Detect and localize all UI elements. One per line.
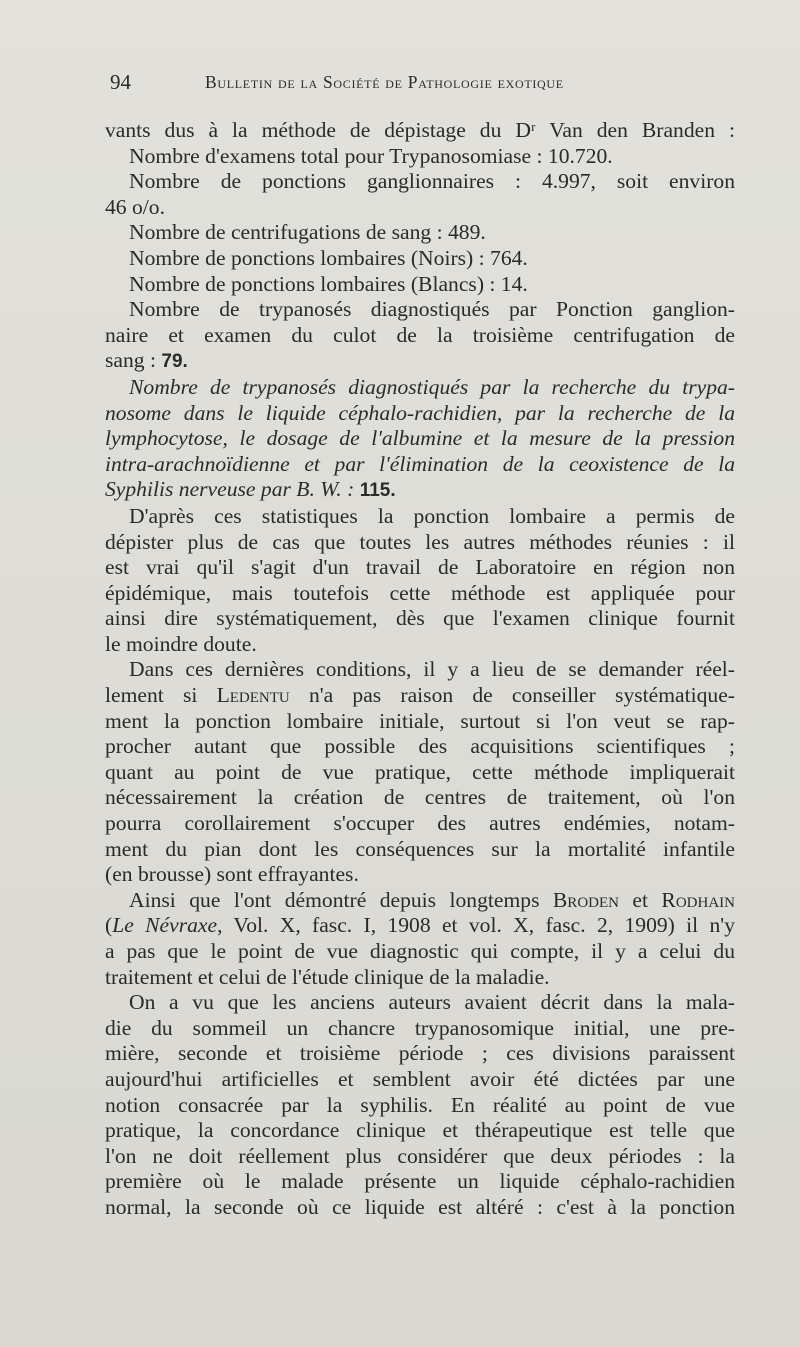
text-line: Nombre de ponctions lombaires (Blancs) : 14. (129, 271, 528, 296)
text-line: nécessairement la création de centres de traitement, où l'on (105, 785, 735, 810)
text-line: Dans ces dernières conditions, il y a lieu de se demander réel- (129, 657, 735, 682)
text-line: dépister plus de cas que toutes les autres méthodes réunies : il (105, 529, 735, 554)
text-line: 46 o/o. (105, 194, 165, 219)
text-line: pourra corollairement s'occuper des autres endémies, notam- (105, 811, 735, 836)
page-header (0, 70, 800, 100)
paragraph-1 (105, 118, 735, 144)
text-line: épidémique, mais toutefois cette méthode est appliquée pour (105, 580, 735, 605)
text-line (105, 477, 735, 504)
paragraph-9 (105, 504, 735, 658)
text-fragment: sang : (105, 348, 162, 373)
text-line: ment du pian dont les conséquences sur la mortalité infantile (105, 836, 735, 861)
text-fragment: lement si (105, 683, 217, 708)
text-fragment: et (618, 887, 662, 912)
text-line: ainsi dire systématiquement, dès que l'examen clinique fournit (105, 606, 735, 631)
text-line: nosome dans le liquide céphalo-rachidien, par la recherche de la (105, 400, 735, 425)
text-fragment: n'a pas raison de conseiller systématique- (289, 683, 735, 708)
text-line: Nombre de centrifugations de sang : 489. (129, 220, 486, 245)
paragraph-6 (105, 272, 735, 298)
text-line: D'après ces statistiques la ponction lombaire a permis de (129, 503, 735, 528)
text-line: mière, seconde et troisième période ; ces divisions paraissent (105, 1041, 735, 1066)
paragraph-4 (105, 220, 735, 246)
text-line: pratique, la concordance clinique et thérapeutique est telle que (105, 1118, 735, 1143)
text-line: quant au point de vue pratique, cette méthode impliquerait (105, 759, 735, 784)
text-line (105, 683, 735, 709)
author-name: Ledentu (216, 683, 290, 708)
count-value: 115. (359, 480, 396, 502)
text-line: Nombre d'examens total pour Trypanosomiase : 10.720. (129, 143, 613, 168)
paragraph-12 (105, 990, 735, 1220)
running-title: Bulletin de la Société de Pathologie exotique (205, 72, 564, 92)
text-line: normal, la seconde où ce liquide est altéré : c'est à la ponction (105, 1194, 735, 1219)
text-line (105, 913, 735, 939)
count-value: 79. (161, 351, 188, 373)
text-line: (en brousse) sont effrayantes. (105, 862, 359, 887)
text-fragment: Ainsi que l'ont démontré depuis longtemps (129, 887, 553, 912)
body-text (105, 118, 735, 1221)
text-line: On a vu que les anciens auteurs avaient décrit dans la mala- (129, 990, 735, 1015)
text-line (105, 888, 735, 914)
text-line: die du sommeil un chancre trypanosomique initial, une pre- (105, 1015, 735, 1040)
text-line: procher autant que possible des acquisitions scientifiques ; (105, 734, 735, 759)
text-line: Nombre de trypanosés diagnostiqués par la recherche du trypa- (129, 374, 735, 399)
text-line: naire et examen du culot de la troisième centrifugation de (105, 322, 735, 347)
text-fragment: ( (105, 913, 113, 938)
text-line: ment la ponction lombaire initiale, surtout si l'on veut se rap- (105, 708, 735, 733)
text-fragment: Syphilis nerveuse par B. W. : (105, 477, 360, 502)
journal-title: Le Névraxe (112, 913, 218, 938)
author-name: Broden (552, 887, 619, 912)
text-line: Nombre de trypanosés diagnostiqués par Ponction ganglion- (129, 297, 735, 322)
text-line: traitement et celui de l'étude clinique de la maladie. (105, 964, 550, 989)
paragraph-3 (105, 169, 735, 220)
paragraph-11 (105, 888, 735, 990)
text-line: intra-arachnoïdienne et par l'élimination de la ceoxistence de la (105, 451, 735, 476)
paragraph-7 (105, 297, 735, 375)
text-line: le moindre doute. (105, 631, 257, 656)
author-name: Rodhain (661, 887, 735, 912)
paragraph-5 (105, 246, 735, 272)
text-line: première où le malade présente un liquide céphalo-rachidien (105, 1169, 735, 1194)
text-line: vants dus à la méthode de dépistage du Dʳ Van den Branden : (105, 118, 735, 142)
text-line: a pas que le point de vue diagnostic qui compte, il y a celui du (105, 939, 735, 963)
text-line: Nombre de ponctions lombaires (Noirs) : 764. (129, 245, 528, 270)
text-line: l'on ne doit réellement plus considérer que deux périodes : la (105, 1143, 735, 1168)
text-fragment: , Vol. X, fasc. I, 1908 et vol. X, fasc. 2, 1909) il n'y (217, 913, 735, 938)
text-line: Nombre de ponctions ganglionnaires : 4.997, soit environ (129, 169, 735, 194)
text-line: lymphocytose, le dosage de l'albumine et la mesure de la pression (105, 426, 735, 451)
paragraph-8 (105, 375, 735, 504)
page-number: 94 (110, 70, 131, 94)
text-line (105, 348, 735, 375)
text-line: aujourd'hui artificielles et semblent avoir été dictées par une (105, 1066, 735, 1091)
text-line: est vrai qu'il s'agit d'un travail de Laboratoire en région non (105, 555, 735, 580)
text-line: notion consacrée par la syphilis. En réalité au point de vue (105, 1092, 735, 1117)
paragraph-10 (105, 657, 735, 887)
paragraph-2 (105, 144, 735, 170)
